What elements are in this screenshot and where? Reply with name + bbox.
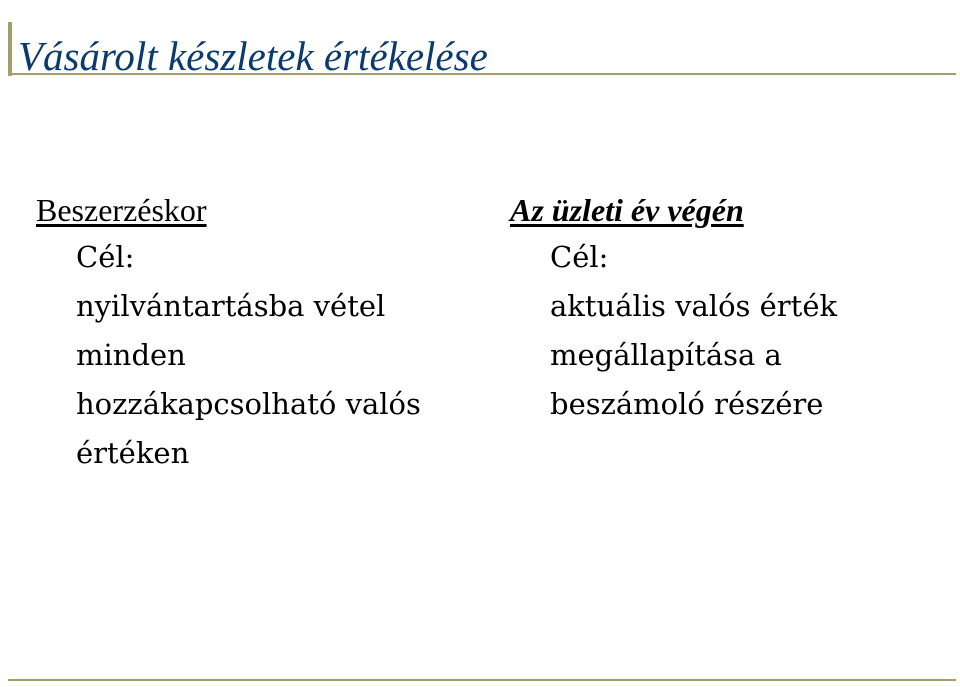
left-heading: Beszerzéskor — [36, 192, 207, 228]
accent-bar — [8, 22, 12, 76]
left-line: minden — [76, 338, 186, 372]
right-line: Cél: — [550, 240, 609, 274]
right-line: megállapítása a — [550, 338, 782, 372]
left-line: Cél: — [76, 240, 135, 274]
right-line: beszámoló részére — [550, 387, 824, 421]
left-column — [36, 190, 476, 478]
left-line: nyilvántartásba vétel — [76, 289, 386, 323]
footer-divider — [8, 679, 956, 681]
left-line: értéken — [76, 436, 190, 470]
slide-title: Vásárolt készletek értékelése — [18, 33, 488, 79]
right-body — [550, 233, 950, 429]
right-line: aktuális valós érték — [550, 289, 838, 323]
left-line: hozzákapcsolható valós — [76, 387, 421, 421]
left-body — [76, 233, 476, 478]
right-heading: Az üzleti év végén — [510, 192, 744, 228]
right-column — [510, 190, 950, 429]
